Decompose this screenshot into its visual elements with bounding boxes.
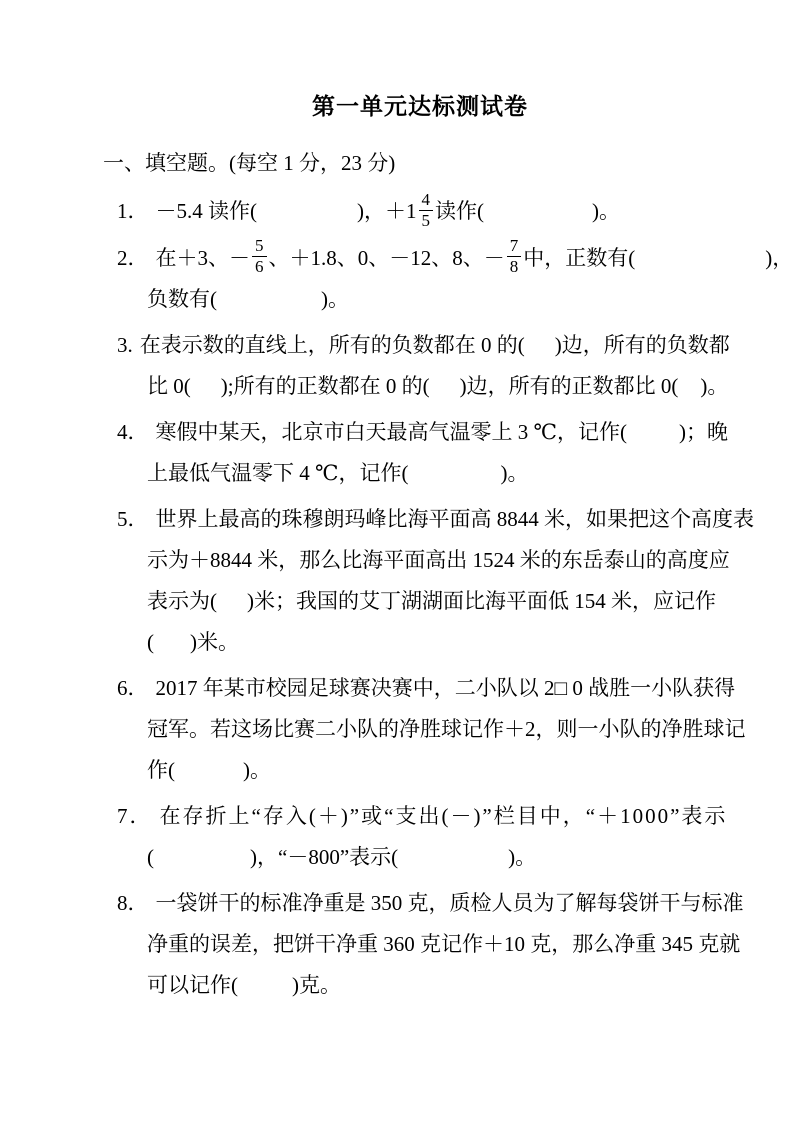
fraction bbox=[507, 237, 522, 276]
question-number: 3. bbox=[117, 333, 133, 358]
text-run: 冠军。若这场比赛二小队的净胜球记作＋2，则一小队的净胜球记 bbox=[147, 717, 746, 742]
fraction-numerator: 5 bbox=[252, 237, 267, 257]
answer-blank bbox=[238, 990, 292, 992]
question-line bbox=[103, 883, 744, 924]
text-run: 一袋饼干的标准净重是 350 克，质检人员为了解每袋饼干与标准 bbox=[155, 891, 744, 916]
text-run: 在＋3、－ bbox=[155, 245, 250, 270]
question-line bbox=[103, 453, 737, 494]
answer-blank bbox=[217, 606, 247, 608]
question-line bbox=[103, 837, 737, 878]
text-run: )边，所有的负数都 bbox=[554, 333, 730, 358]
fraction bbox=[252, 237, 267, 276]
question-item bbox=[103, 325, 737, 407]
text-run: ( bbox=[147, 630, 154, 655]
question-item bbox=[103, 236, 793, 321]
text-run: )。 bbox=[500, 461, 529, 486]
text-run: )，“－800”表示( bbox=[250, 845, 399, 870]
fraction-numerator: 7 bbox=[507, 237, 522, 257]
question-number: 7． bbox=[117, 804, 153, 829]
question-line bbox=[103, 668, 737, 709]
answer-blank bbox=[484, 216, 592, 218]
text-run: 作( bbox=[147, 758, 175, 783]
text-run: 中，正数有( bbox=[523, 245, 636, 270]
text-run: );所有的正数都在 0 的( bbox=[220, 374, 430, 399]
question-number: 5． bbox=[117, 507, 149, 532]
text-run: 示为＋8844 米，那么比海平面高出 1524 米的东岳泰山的高度应 bbox=[147, 548, 730, 573]
text-run: 、＋1.8、0、－12、8、－ bbox=[268, 245, 505, 270]
fraction-numerator: 4 bbox=[419, 191, 434, 211]
text-run: 净重的误差，把饼干净重 360 克记作＋10 克，那么净重 345 克就 bbox=[147, 932, 741, 957]
answer-blank bbox=[678, 391, 700, 393]
text-run: )米。 bbox=[190, 630, 239, 655]
fraction bbox=[419, 191, 434, 230]
text-run: )。 bbox=[321, 287, 349, 312]
question-line bbox=[103, 622, 737, 663]
text-run: )，＋1 bbox=[357, 199, 417, 223]
text-run: 比 0( bbox=[147, 374, 191, 399]
answer-blank bbox=[257, 216, 357, 218]
answer-blank bbox=[191, 391, 221, 393]
question-line bbox=[103, 581, 737, 622]
question-line bbox=[103, 366, 737, 407]
text-run: )， bbox=[765, 245, 793, 270]
question-line bbox=[103, 750, 737, 791]
answer-blank bbox=[217, 304, 321, 306]
text-run: 在存折上“存入(＋)”或“支出(－)”栏目中，“＋1000”表示 bbox=[159, 804, 728, 829]
text-run: )。 bbox=[243, 758, 271, 783]
answer-blank bbox=[398, 862, 508, 864]
question-line bbox=[103, 796, 737, 837]
text-run: )克。 bbox=[292, 973, 341, 998]
text-run: 在表示数的直线上，所有的负数都在 0 的( bbox=[139, 333, 525, 358]
question-line bbox=[103, 325, 737, 366]
answer-blank bbox=[627, 437, 679, 439]
section-heading: 一、填空题。(每空 1 分，23 分) bbox=[103, 151, 396, 175]
question-line bbox=[103, 279, 737, 320]
text-run: 可以记作( bbox=[147, 973, 238, 998]
text-run: 读作( bbox=[435, 199, 484, 223]
answer-blank bbox=[175, 775, 243, 777]
answer-blank bbox=[430, 391, 460, 393]
text-run: 世界上最高的珠穆朗玛峰比海平面高 8844 米，如果把这个高度表 bbox=[155, 507, 754, 532]
question-item bbox=[103, 668, 746, 791]
fraction-denominator: 5 bbox=[421, 210, 430, 230]
question-line bbox=[103, 191, 737, 233]
question-item bbox=[103, 412, 737, 494]
answer-blank bbox=[154, 862, 250, 864]
question-number: 6． bbox=[117, 676, 149, 701]
text-run: －5.4 读作( bbox=[155, 199, 257, 223]
answer-blank bbox=[408, 478, 500, 480]
question-item bbox=[103, 883, 744, 1006]
question-number: 2． bbox=[117, 245, 149, 270]
question-line bbox=[103, 540, 737, 581]
text-run: 上最低气温零下 4 ℃，记作( bbox=[147, 461, 409, 486]
question-number: 1． bbox=[117, 199, 149, 223]
text-run: 寒假中某天，北京市白天最高气温零上 3 ℃，记作( bbox=[155, 420, 627, 445]
text-run: )。 bbox=[700, 374, 729, 399]
answer-blank bbox=[154, 647, 190, 649]
text-run: 负数有( bbox=[147, 287, 217, 312]
question-number: 4． bbox=[117, 420, 149, 445]
question-line bbox=[103, 412, 737, 453]
text-run: ( bbox=[147, 845, 154, 870]
question-line bbox=[103, 965, 737, 1006]
text-run: 表示为( bbox=[147, 589, 217, 614]
page-title: 第一单元达标测试卷 bbox=[312, 94, 528, 119]
answer-blank bbox=[525, 350, 555, 352]
question-number: 8． bbox=[117, 891, 149, 916]
question-item bbox=[103, 796, 737, 878]
text-run: )米；我国的艾丁湖湖面比海平面低 154 米，应记作 bbox=[247, 589, 716, 614]
fraction-denominator: 6 bbox=[255, 257, 264, 277]
question-item bbox=[103, 499, 754, 663]
text-run: 2017 年某市校园足球赛决赛中，二小队以 2□ 0 战胜一小队获得 bbox=[155, 676, 736, 701]
text-run: )。 bbox=[592, 199, 620, 223]
question-line bbox=[103, 236, 793, 280]
answer-blank bbox=[635, 263, 765, 265]
text-run: )；晚 bbox=[678, 420, 728, 445]
fraction-denominator: 8 bbox=[509, 257, 519, 277]
question-item bbox=[103, 191, 737, 233]
question-list bbox=[103, 189, 793, 1006]
text-run: )。 bbox=[508, 845, 537, 870]
question-line bbox=[103, 924, 741, 965]
question-line bbox=[103, 709, 746, 750]
text-run: )边，所有的正数都比 0( bbox=[459, 374, 679, 399]
question-line bbox=[103, 499, 754, 540]
